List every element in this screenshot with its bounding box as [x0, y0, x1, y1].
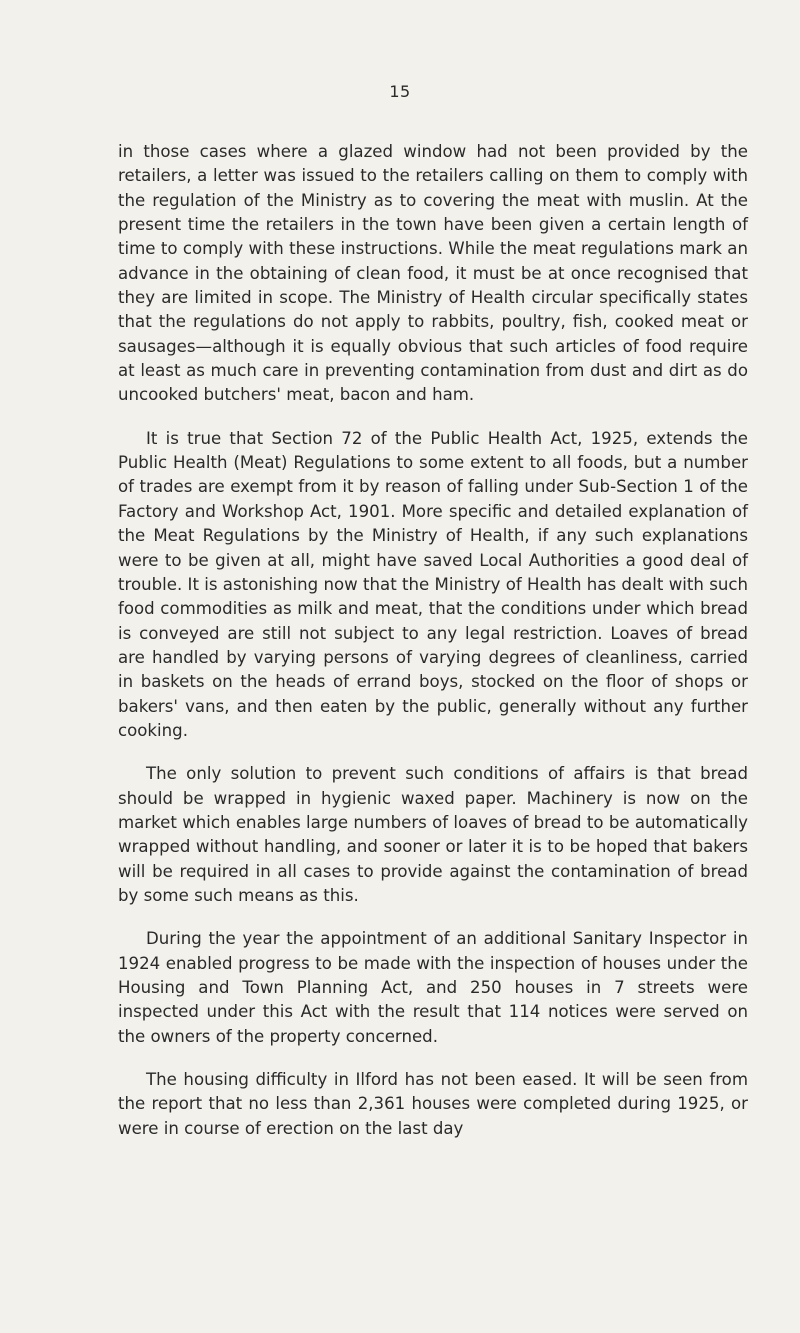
paragraph-public-health-act: It is true that Section 72 of the Public Health Act, 1925, extends the Public Health (Meat) Regulations to some extent to all foods, but a number of trades are exempt from it by reason of falling under Sub-Section 1 of the Factory and Workshop Act, 1901. More specific and detailed explanation of the Meat Regulations by the Ministry of Health, if any such explanations were to be given at all, might have saved Local Authorities a good deal of trouble. It is astonishing now that the Ministry of Health has dealt with such food commodities as milk and meat, that the conditions under which bread is conveyed are still not subject to any legal restriction. Loaves of bread are handled by varying persons of varying degrees of cleanliness, carried in baskets on the heads of errand boys, stocked on the floor of shops or bakers' vans, and then eaten by the public, generally without any further cooking.	[118, 428, 748, 740]
paragraph-sanitary-inspector: During the year the appointment of an additional Sanitary Inspector in 1924 enabled progress to be made with the inspection of houses under the Housing and Town Planning Act, and 250 houses in 7 streets were inspected under this Act with the result that 114 notices were served on the owners of the property concerned.	[118, 929, 748, 1046]
paragraph-housing-difficulty: The housing difficulty in Ilford has not been eased. It will be seen from the report that no less than 2,361 houses were completed during 1925, or were in course of erection on the last day	[118, 1070, 748, 1138]
paragraph-bread-wrapping: The only solution to prevent such conditions of affairs is that bread should be wrapped in hygienic waxed paper. Machinery is now on the market which enables large numbers of loaves of bread to be automatically wrapped without handling, and sooner or later it is to be hoped that bakers will be required in all cases to provide against the contamination of bread by some such means as this.	[118, 764, 748, 905]
body-text	[118, 140, 748, 1160]
paragraph-meat-regulations: in those cases where a glazed window had not been provided by the retailers, a letter was issued to the retailers calling on them to comply with the regulation of the Ministry as to covering the meat with muslin. At the present time the retailers in the town have been given a certain length of time to comply with these instructions. While the meat regulations mark an advance in the obtaining of clean food, it must be at once recognised that they are limited in scope. The Ministry of Health circular specifically states that the regulations do not apply to rabbits, poultry, fish, cooked meat or sausages—although it is equally obvious that such articles of food require at least as much care in preventing contamination from dust and dirt as do uncooked butchers' meat, bacon and ham.	[118, 142, 748, 405]
page-number: 15	[389, 82, 411, 101]
